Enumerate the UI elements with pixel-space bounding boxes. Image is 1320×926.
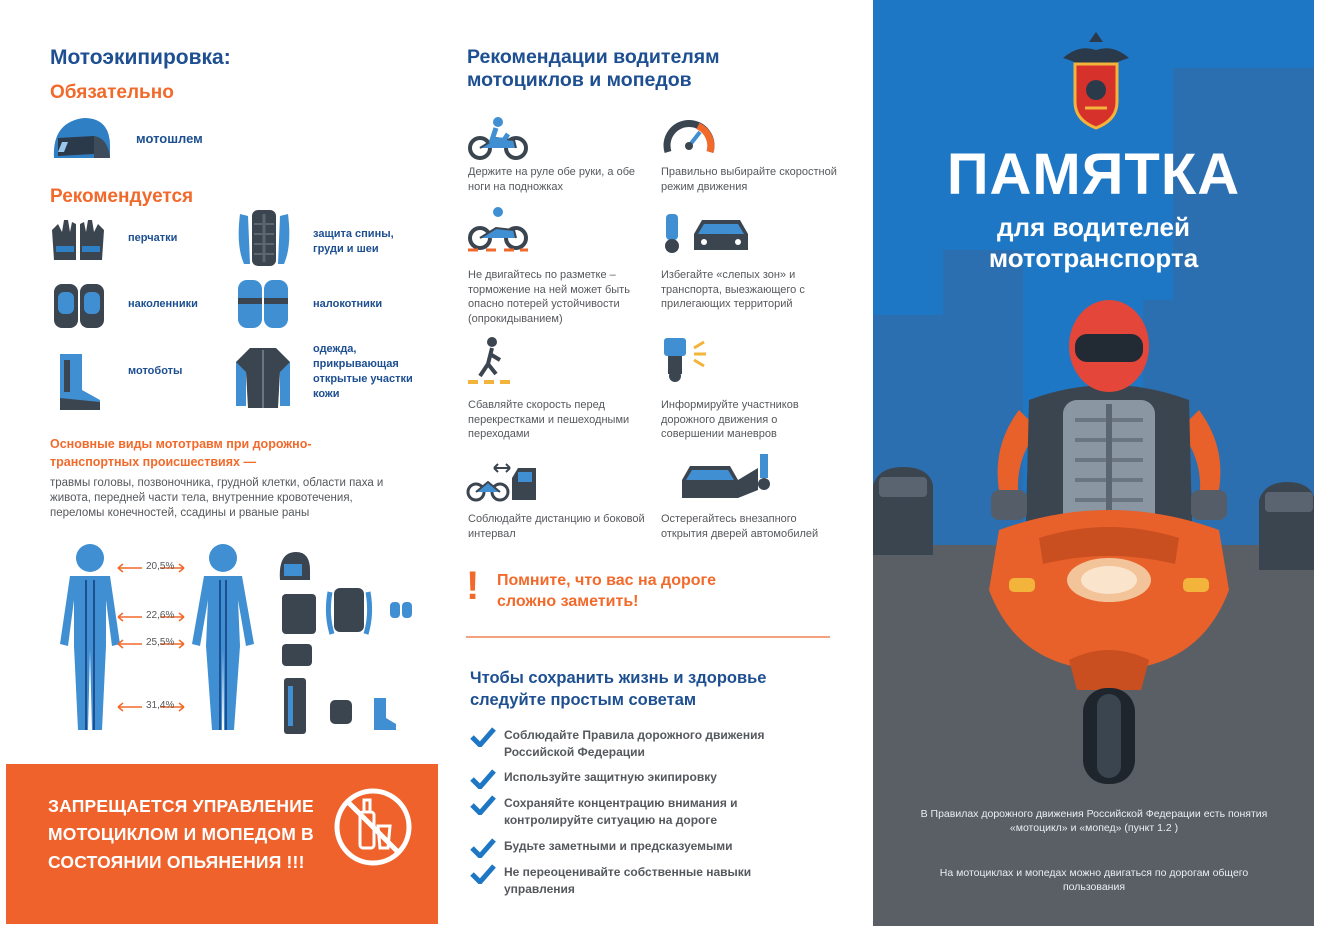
tip-text: Соблюдайте Правила дорожного движения Российской Федерации (504, 728, 765, 759)
recommended-heading: Рекомендуется (50, 186, 194, 207)
gloves-label: перчатки (128, 232, 178, 244)
police-emblem-icon (1059, 28, 1133, 134)
tip-item (470, 864, 800, 898)
clothing-label: одежда, прикрывающая открытые участки кожи (313, 343, 413, 400)
warning-text: Помните, что вас на дороге сложно заметить! (497, 572, 717, 610)
tip-text: Используйте защитную экипировку (504, 770, 717, 784)
divider (466, 636, 830, 638)
distance-icon (466, 460, 538, 504)
stat-20-label: 20,5% (146, 561, 175, 572)
elbow-pads-label: налокотники (313, 298, 383, 310)
stat-22-label: 22,6% (146, 610, 175, 621)
gloves-icon (50, 216, 106, 262)
check-icon (470, 795, 496, 815)
stat-25-label: 25,5% (146, 637, 175, 648)
rec-item-8: Остерегайтесь внезапного открытия дверей автомобилей (661, 513, 819, 540)
helmet-icon (50, 114, 112, 164)
cover-subtitle-2: мототранспорта (988, 243, 1199, 273)
cover-note-1: В Правилах дорожного движения Российской Федерации есть понятия «мотоцикл» и «мопед» (пункт 1.2 ) (920, 808, 1268, 834)
recommendations-title: Рекомендации водителям мотоциклов и мопедов (467, 46, 720, 91)
tip-item (470, 795, 800, 829)
boots-icon (52, 350, 104, 412)
road-marking-icon (468, 206, 528, 252)
check-icon (470, 727, 496, 747)
speedometer-icon (662, 112, 716, 158)
check-icon (470, 769, 496, 789)
rec-item-6: Информируйте участников дорожного движения о совершении маневров (661, 399, 799, 440)
pedestrian-crossing-icon (466, 336, 520, 386)
tip-item (470, 838, 800, 855)
car-left-icon (873, 455, 943, 565)
check-icon (470, 864, 496, 884)
check-icon (470, 838, 496, 858)
tips-title: Чтобы сохранить жизнь и здоровье следуйте простым советам (470, 669, 767, 709)
rec-item-1: Держите на руле обе руки, а обе ноги на подножках (468, 166, 635, 193)
rec-item-4: Избегайте «слепых зон» и транспорта, выезжающего с прилегающих территорий (661, 269, 805, 310)
tip-item (470, 727, 800, 761)
injuries-text: травмы головы, позвоночника, грудной клетки, области паха и живота, передней части тела, внутренние кровотечения, переломы конечностей, ссадины и рваные раны (50, 477, 384, 519)
tip-text: Сохраняйте концентрацию внимания и контролируйте ситуацию на дороге (504, 796, 738, 827)
cover-panel (873, 0, 1314, 926)
knee-pads-label: наколенники (128, 298, 198, 310)
rec-item-5: Сбавляйте скорость перед перекрестками и пешеходными переходами (468, 399, 630, 440)
mandatory-heading: Обязательно (50, 82, 174, 103)
boots-label: мотоботы (128, 365, 183, 377)
cover-subtitle-1: для водителей (997, 212, 1190, 242)
recommendations-panel (440, 0, 873, 926)
helmet-label: мотошлем (136, 131, 203, 146)
back-protector-icon (234, 206, 294, 268)
no-alcohol-icon (332, 786, 414, 868)
car-right-icon (1255, 470, 1314, 570)
signal-indicator-icon (660, 334, 714, 384)
jacket-icon (232, 344, 294, 410)
rec-item-2: Правильно выбирайте скоростной режим движения (661, 166, 837, 193)
elbow-pads-icon (234, 276, 292, 332)
tips-list (470, 727, 800, 898)
warning-exclamation: ! (466, 564, 480, 608)
knee-pads-icon (52, 278, 106, 332)
injuries-heading: Основные виды мототравм при дорожно-транспортных происшествиях — (50, 437, 312, 469)
blind-spot-icon (660, 210, 752, 256)
car-door-icon (678, 450, 774, 504)
ban-banner (6, 764, 438, 924)
tip-text: Не переоценивайте собственные навыки управления (504, 865, 752, 896)
tip-item (470, 769, 800, 786)
rider-hands-icon (468, 116, 528, 160)
motorcyclist-illustration (979, 290, 1239, 790)
injury-figures-illustration (40, 540, 440, 740)
ban-text: ЗАПРЕЩАЕТСЯ УПРАВЛЕНИЕ МОТОЦИКЛОМ И МОПЕДОМ В СОСТОЯНИИ ОПЬЯНЕНИЯ !!! (48, 796, 314, 872)
equipment-panel (0, 0, 440, 926)
rec-item-7: Соблюдайте дистанцию и боковой интервал (468, 513, 645, 540)
cover-note-2: На мотоциклах и мопедах можно двигаться по дорогам общего пользования (939, 867, 1249, 893)
back-protection-label: защита спины, груди и шеи (313, 228, 394, 255)
cover-title: ПАМЯТКА (946, 142, 1241, 207)
rec-item-3: Не двигайтесь по разметке – торможение на ней может быть опасно потерей устойчивости (опрокидыванием) (468, 269, 630, 325)
equipment-title: Мотоэкипировка: (50, 46, 231, 69)
stat-31-label: 31,4% (146, 700, 175, 711)
tip-text: Будьте заметными и предсказуемыми (504, 839, 733, 853)
